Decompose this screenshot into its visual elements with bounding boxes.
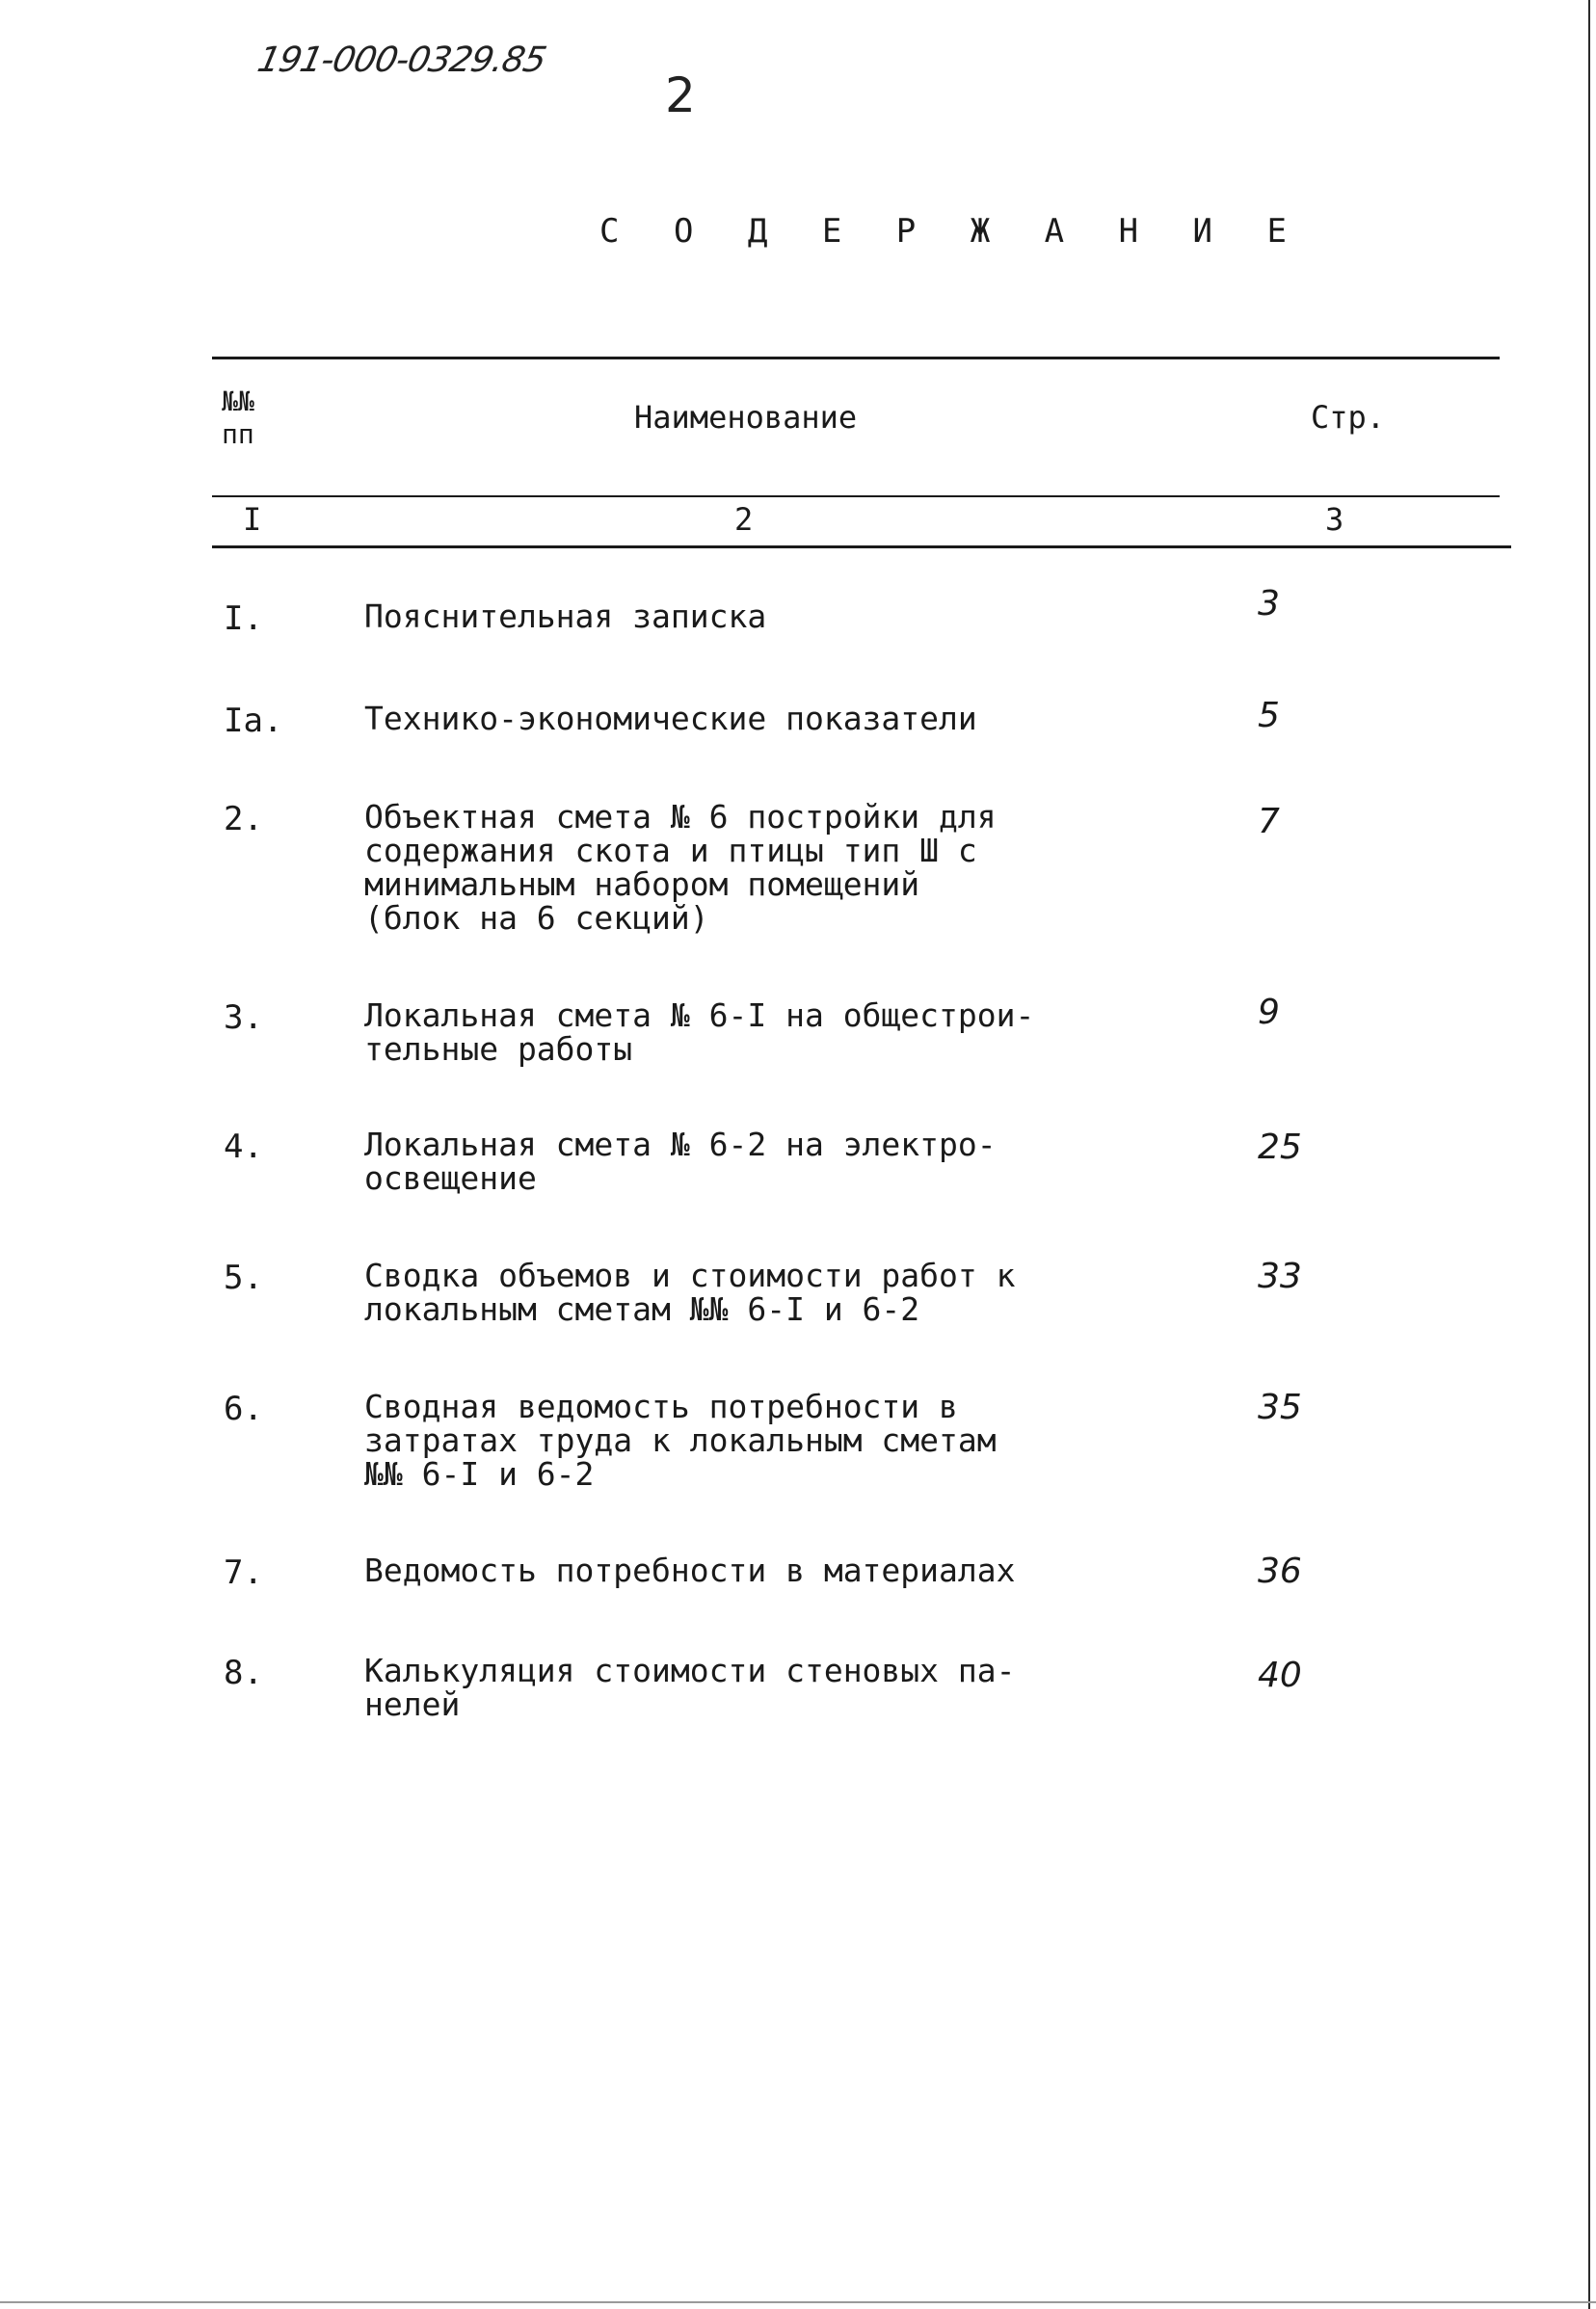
row-number: 4. [224,1128,263,1166]
row-title: Локальная смета № 6-2 на электро- освещение [364,1126,997,1197]
handwritten-page-number: 2 [665,67,696,123]
row-title: Сводка объемов и стоимости работ к локальным сметам №№ 6-I и 6-2 [364,1257,1016,1328]
row-number: 2. [224,800,263,838]
column-header-number: №№ пп [222,385,254,450]
column-header-page: Стр. [1311,399,1386,436]
column-number-1: I [243,501,262,538]
row-page-number: 36 [1258,1552,1302,1591]
scan-edge-bottom [0,2301,1596,2303]
page-title: С О Д Е Р Ж А Н И Е [599,212,1304,251]
row-page-number: 7 [1258,802,1280,841]
row-page-number: 3 [1258,584,1280,624]
row-title: Локальная смета № 6-I на общестрои- тельные работы [364,996,1035,1068]
row-number: I. [224,599,263,638]
row-number: 6. [224,1390,263,1428]
row-page-number: 5 [1258,696,1280,735]
column-number-3: 3 [1325,501,1344,538]
column-header-name: Наименование [634,399,858,436]
row-number: 3. [224,998,263,1037]
row-number: Iа. [224,702,283,740]
handwritten-document-code: 191-000-0329.85 [253,40,549,80]
table-body-rule [212,545,1511,548]
row-title: Калькуляция стоимости стеновых па- нелей [364,1652,1016,1723]
row-title: Ведомость потребности в материалах [364,1552,1016,1589]
table-top-rule [212,357,1500,359]
column-number-2: 2 [734,501,754,538]
row-page-number: 40 [1258,1656,1302,1695]
table-header-rule [212,495,1500,497]
row-title: Объектная смета № 6 постройки для содержания скота и птицы тип Ш с минимальным набором помещений (блок на 6 секций) [364,798,997,937]
row-number: 7. [224,1553,263,1592]
row-number: 5. [224,1259,263,1297]
row-title: Сводная ведомость потребности в затратах труда к локальным сметам №№ 6-I и 6-2 [364,1388,997,1493]
row-page-number: 9 [1258,993,1280,1032]
row-page-number: 35 [1258,1388,1302,1427]
row-title: Пояснительная записка [364,597,767,635]
row-page-number: 33 [1258,1257,1302,1296]
scan-edge-right [1588,0,1590,2309]
row-page-number: 25 [1258,1128,1302,1167]
row-number: 8. [224,1654,263,1692]
row-title: Технико-экономические показатели [364,700,977,737]
